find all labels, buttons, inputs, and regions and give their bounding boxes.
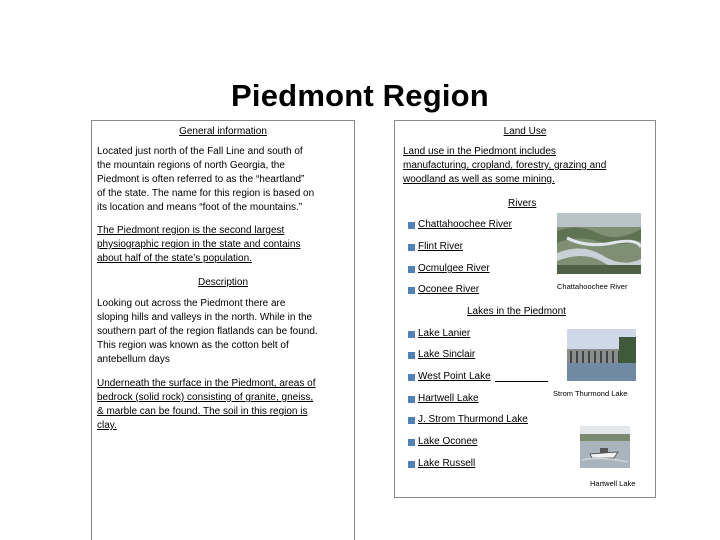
river-item: Ocmulgee River bbox=[418, 263, 490, 274]
paragraph-line: This region was known as the cotton belt of bbox=[97, 340, 289, 351]
paragraph-line: sloping hills and valleys in the north. While in the bbox=[97, 312, 313, 323]
paragraph-line: of the state. The name for this region is based on bbox=[97, 188, 315, 199]
land-use-line: manufacturing, cropland, forestry, grazing and bbox=[403, 160, 607, 171]
lake-item: Lake Lanier bbox=[418, 328, 471, 339]
square-bullet-icon bbox=[408, 461, 415, 468]
paragraph-line: about half of the state’s population. bbox=[97, 253, 252, 264]
lake-item: J. Strom Thurmond Lake bbox=[418, 414, 528, 425]
general-information-heading: General information bbox=[179, 126, 267, 137]
paragraph-line: The Piedmont region is the second largest bbox=[97, 225, 285, 236]
hartwell-caption: Hartwell Lake bbox=[590, 479, 636, 488]
square-bullet-icon bbox=[408, 417, 415, 424]
paragraph-line: Located just north of the Fall Line and south of bbox=[97, 146, 303, 157]
river-item: Flint River bbox=[418, 241, 464, 252]
lake-item: Lake Oconee bbox=[418, 436, 478, 447]
land-use-line: Land use in the Piedmont includes bbox=[403, 146, 556, 157]
paragraph-line: physiographic region in the state and contains bbox=[97, 239, 301, 250]
square-bullet-icon bbox=[408, 396, 415, 403]
square-bullet-icon bbox=[408, 287, 415, 294]
rivers-heading: Rivers bbox=[508, 198, 537, 209]
square-bullet-icon bbox=[408, 244, 415, 251]
land-use-line: woodland as well as some mining. bbox=[403, 174, 555, 185]
lakes-heading: Lakes in the Piedmont bbox=[467, 306, 566, 317]
strom-thurmond-dam-photo bbox=[567, 329, 636, 381]
square-bullet-icon bbox=[408, 222, 415, 229]
paragraph-line: Piedmont is often referred to as the “heartland” bbox=[97, 174, 305, 185]
square-bullet-icon bbox=[408, 266, 415, 273]
description-heading: Description bbox=[197, 277, 249, 288]
chattahoochee-caption: Chattahoochee River bbox=[557, 282, 628, 291]
lake-item: Hartwell Lake bbox=[418, 393, 479, 404]
land-use-heading: Land Use bbox=[503, 126, 547, 137]
strom-thurmond-caption: Strom Thurmond Lake bbox=[553, 389, 628, 398]
river-item: Chattahoochee River bbox=[418, 219, 512, 230]
paragraph-line: Underneath the surface in the Piedmont, areas of bbox=[97, 378, 316, 389]
square-bullet-icon bbox=[408, 374, 415, 381]
paragraph-line: bedrock (solid rock) consisting of granite, gneiss, bbox=[97, 392, 314, 403]
chattahoochee-river-photo bbox=[557, 213, 641, 274]
paragraph-line: antebellum days bbox=[97, 354, 170, 365]
land-use-panel bbox=[394, 120, 656, 498]
lake-item: Lake Sinclair bbox=[418, 349, 476, 360]
square-bullet-icon bbox=[408, 439, 415, 446]
square-bullet-icon bbox=[408, 331, 415, 338]
general-information-panel bbox=[91, 120, 355, 540]
underline-rule bbox=[495, 381, 548, 382]
lake-item: Lake Russell bbox=[418, 458, 476, 469]
page-title: Piedmont Region bbox=[231, 78, 489, 113]
paragraph-line: & marble can be found. The soil in this region is bbox=[97, 406, 308, 417]
lake-item: West Point Lake bbox=[418, 371, 491, 382]
square-bullet-icon bbox=[408, 352, 415, 359]
paragraph-line: southern part of the region flatlands can be found. bbox=[97, 326, 318, 337]
paragraph-line: Looking out across the Piedmont there are bbox=[97, 298, 286, 309]
hartwell-lake-boat-photo bbox=[580, 426, 630, 468]
paragraph-line: clay. bbox=[97, 420, 117, 431]
river-item: Oconee River bbox=[418, 284, 480, 295]
paragraph-line: its location and means “foot of the mountains.” bbox=[97, 202, 303, 213]
paragraph-line: the mountain regions of north Georgia, the bbox=[97, 160, 285, 171]
